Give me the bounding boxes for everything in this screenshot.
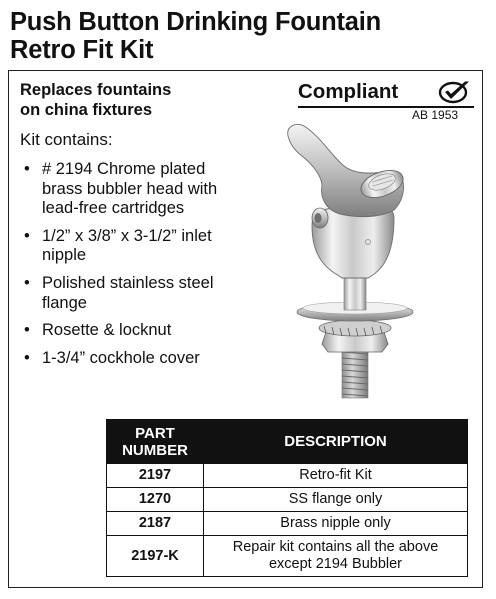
list-item — [20, 349, 280, 369]
part-number-cell: 1270 — [107, 488, 204, 512]
description-cell: Brass nipple only — [204, 512, 468, 536]
part-number-cell: 2187 — [107, 512, 204, 536]
table-row — [107, 512, 468, 536]
table-row — [107, 536, 468, 577]
compliant-label: Compliant — [298, 80, 399, 103]
description-line: Repair kit contains all the above — [232, 539, 439, 555]
list-item-line: 1-3/4” cockhole cover — [42, 348, 200, 367]
bullet-icon: • — [24, 226, 30, 245]
list-item — [20, 321, 280, 341]
subheading-line-1: Replaces fountains — [20, 81, 172, 99]
description-line: except 2194 Bubbler — [268, 556, 402, 572]
parts-table — [106, 419, 468, 577]
list-item-line: flange — [42, 293, 87, 312]
title-line-1: Push Button Drinking Fountain — [10, 8, 381, 36]
part-number-cell: 2197-K — [107, 536, 204, 577]
page-title — [10, 8, 381, 64]
bullet-icon: • — [24, 160, 30, 178]
checkmark-circle-icon — [438, 80, 472, 104]
subheading-line-2: on china fixtures — [20, 101, 153, 119]
list-item — [20, 274, 280, 313]
kit-contains-label: Kit contains: — [20, 130, 113, 149]
table-row — [107, 488, 468, 512]
bullet-icon: • — [24, 273, 30, 292]
list-item — [20, 160, 280, 219]
subheading — [20, 80, 171, 120]
header-line: PART — [135, 424, 175, 442]
list-item-line: lead-free cartridges — [42, 199, 185, 218]
list-item-line: Polished stainless steel — [42, 273, 214, 292]
description-cell — [204, 536, 468, 577]
list-item-line: Rosette & locknut — [42, 321, 172, 340]
list-item-line: nipple — [42, 246, 87, 265]
compliance-badge — [298, 80, 474, 104]
description-cell: Retro-fit Kit — [204, 464, 468, 488]
drinking-fountain-bubbler-image — [282, 114, 432, 404]
table-row — [107, 464, 468, 488]
description-cell: SS flange only — [204, 488, 468, 512]
compliance-standard: AB 1953 — [412, 108, 459, 122]
list-item-line: # 2194 Chrome plated — [42, 160, 206, 178]
list-item — [20, 227, 280, 266]
title-line-2: Retro Fit Kit — [10, 36, 154, 64]
table-header-row — [107, 420, 468, 464]
column-header-description: DESCRIPTION — [204, 420, 468, 464]
list-item-line: brass bubbler head with — [42, 179, 218, 198]
list-item-line: 1/2” x 3/8” x 3-1/2” inlet — [42, 226, 212, 245]
kit-contents-list — [20, 160, 280, 376]
column-header-part-number — [107, 420, 204, 464]
bullet-icon: • — [24, 348, 30, 367]
part-number-cell: 2197 — [107, 464, 204, 488]
header-line: NUMBER — [122, 441, 188, 459]
bullet-icon: • — [24, 321, 30, 340]
